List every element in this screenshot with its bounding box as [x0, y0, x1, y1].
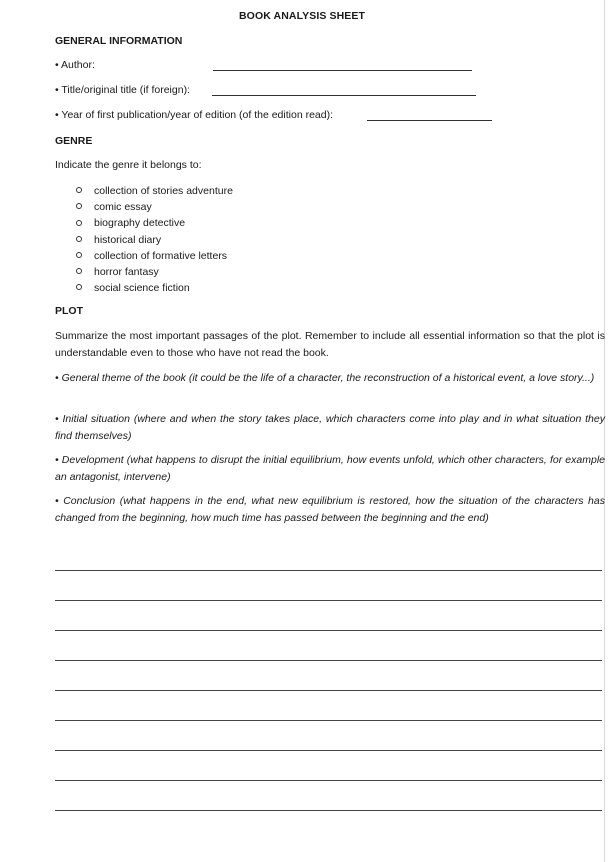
- radio-circle-icon: [76, 203, 82, 209]
- radio-circle-icon: [76, 252, 82, 258]
- genre-option[interactable]: comic essay: [76, 199, 233, 215]
- answer-line[interactable]: [55, 750, 602, 751]
- plot-bullet-theme: • General theme of the book (it could be the life of a character, the reconstruction of a historical event, a love story...): [55, 372, 595, 384]
- answer-line[interactable]: [55, 690, 602, 691]
- author-field[interactable]: [213, 70, 472, 71]
- answer-line[interactable]: [55, 780, 602, 781]
- author-label: • Author:: [55, 59, 95, 71]
- plot-heading: PLOT: [55, 305, 83, 317]
- answer-line[interactable]: [55, 600, 602, 601]
- answer-line[interactable]: [55, 810, 602, 811]
- radio-circle-icon: [76, 284, 82, 290]
- title-field[interactable]: [212, 95, 476, 96]
- plot-instruction: Summarize the most important passages of the plot. Remember to include all essential information so that the plot is understandable even to those who have not read the book.: [55, 330, 605, 359]
- genre-option[interactable]: collection of formative letters: [76, 248, 233, 264]
- general-information-heading: GENERAL INFORMATION: [55, 35, 183, 47]
- radio-circle-icon: [76, 187, 82, 193]
- page-title: BOOK ANALYSIS SHEET: [239, 10, 365, 22]
- genre-options: [76, 183, 233, 296]
- genre-option[interactable]: collection of stories adventure: [76, 183, 233, 199]
- radio-circle-icon: [76, 236, 82, 242]
- year-field[interactable]: [367, 120, 492, 121]
- title-label: • Title/original title (if foreign):: [55, 84, 190, 96]
- genre-instruction: Indicate the genre it belongs to:: [55, 159, 202, 171]
- year-label: • Year of first publication/year of edition (of the edition read):: [55, 109, 334, 121]
- plot-bullet-development: • Development (what happens to disrupt the initial equilibrium, how events unfold, which other characters, for example an antagonist, intervene): [55, 454, 605, 483]
- genre-option[interactable]: biography detective: [76, 215, 233, 231]
- answer-line[interactable]: [55, 720, 602, 721]
- plot-bullet-initial-situation: • Initial situation (where and when the story takes place, which characters come into play and in what situation they find themselves): [55, 413, 605, 442]
- genre-heading: GENRE: [55, 135, 93, 147]
- radio-circle-icon: [76, 268, 82, 274]
- genre-option[interactable]: social science fiction: [76, 280, 233, 296]
- answer-line[interactable]: [55, 630, 602, 631]
- plot-bullet-conclusion: • Conclusion (what happens in the end, what new equilibrium is restored, how the situation of the characters has changed from the beginning, how much time has passed between the beginning and the end): [55, 495, 605, 524]
- answer-line[interactable]: [55, 570, 602, 571]
- genre-option[interactable]: horror fantasy: [76, 264, 233, 280]
- answer-line[interactable]: [55, 660, 602, 661]
- genre-option[interactable]: historical diary: [76, 232, 233, 248]
- radio-circle-icon: [76, 220, 82, 226]
